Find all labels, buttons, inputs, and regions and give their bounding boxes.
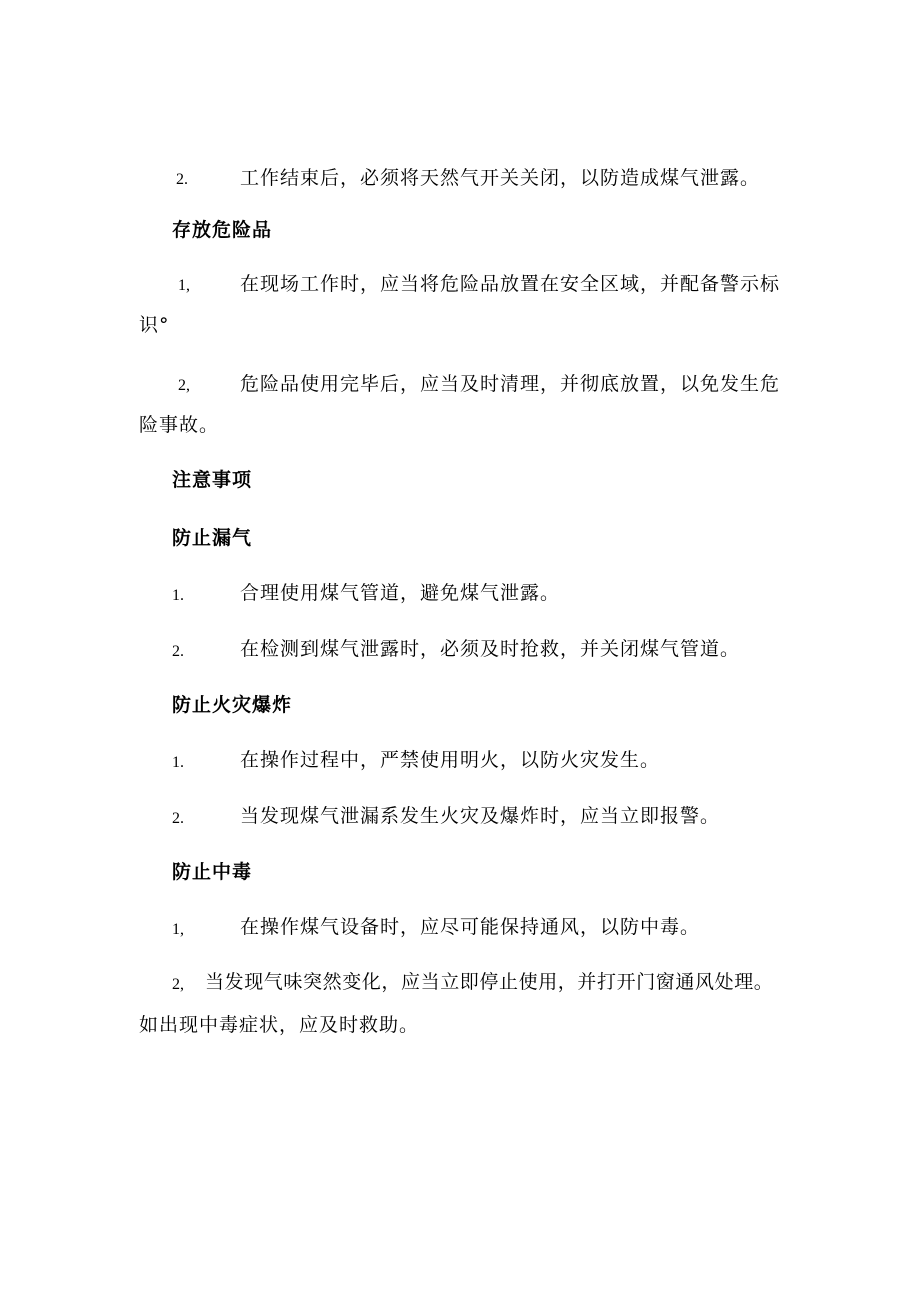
list-number: 2.: [172, 643, 184, 660]
list-number: 1,: [172, 921, 184, 938]
section-heading-prevent-fire: 防止火灾爆炸: [172, 694, 293, 716]
list-item-text: 工作结束后，必须将天然气开关关闭，以防造成煤气泄露。: [240, 167, 761, 189]
list-number: 1.: [172, 754, 184, 771]
list-item-text-continued: 如出现中毒症状，应及时救助。: [139, 1014, 420, 1036]
list-item-text-continued: 识°: [139, 314, 170, 336]
list-number: 1,: [178, 277, 190, 294]
list-item-text: 在检测到煤气泄露时，必须及时抢救，并关闭煤气管道。: [240, 638, 741, 660]
list-item-text: 在现场工作时，应当将危险品放置在安全区域，并配备警示标: [240, 273, 781, 295]
list-number: 2,: [178, 377, 190, 394]
section-heading-hazardous: 存放危险品: [172, 219, 273, 241]
list-item-text: 合理使用煤气管道，避免煤气泄露。: [240, 582, 561, 604]
list-item-text: 当发现煤气泄漏系发生火灾及爆炸时，应当立即报警。: [240, 805, 721, 827]
list-item-text: 在操作煤气设备时，应尽可能保持通风，以防中毒。: [240, 916, 701, 938]
list-item-text-continued: 险事故。: [139, 414, 220, 436]
list-item-text: 危险品使用完毕后，应当及时清理，并彻底放置，以免发生危: [240, 373, 781, 395]
list-item-text: 当发现气味突然变化，应当立即停止使用，并打开门窗通风处理。: [205, 971, 774, 993]
section-heading-notes: 注意事项: [172, 469, 253, 491]
list-number: 2.: [176, 171, 188, 188]
section-heading-prevent-poison: 防止中毒: [172, 861, 253, 883]
list-number: 2.: [172, 810, 184, 827]
list-item-text: 在操作过程中，严禁使用明火，以防火灾发生。: [240, 749, 661, 771]
section-heading-prevent-leak: 防止漏气: [172, 527, 253, 549]
list-number: 2,: [172, 976, 184, 993]
list-number: 1.: [172, 587, 184, 604]
